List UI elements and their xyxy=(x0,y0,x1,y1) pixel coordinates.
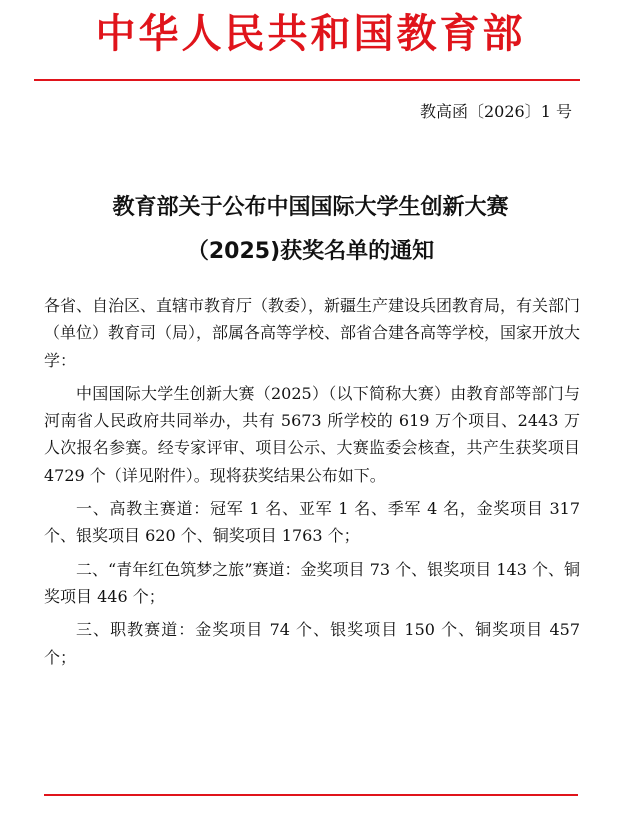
document-body xyxy=(44,292,580,677)
addressee: 各省、自治区、直辖市教育厅（教委），新疆生产建设兵团教育局，有关部门（单位）教育司（局），部属各高等学校、部省合建各高等学校，国家开放大学： xyxy=(44,296,581,370)
letterhead-title: 中华人民共和国教育部 xyxy=(95,11,526,57)
letterhead-red-rule xyxy=(34,79,580,81)
body-paragraph-track-3: 三、职教赛道：金奖项目 74 个、银奖项目 150 个、铜奖项目 457 个； xyxy=(44,620,580,667)
page-bottom-red-rule xyxy=(44,794,578,796)
body-paragraph-track-1: 一、高教主赛道：冠军 1 名、亚军 1 名、季军 4 名，金奖项目 317 个、银奖项目 620 个、铜奖项目 1763 个； xyxy=(44,499,580,546)
document-title-line-1: 教育部关于公布中国国际大学生创新大赛 xyxy=(112,195,509,220)
body-paragraph-intro: 中国国际大学生创新大赛（2025）（以下简称大赛）由教育部等部门与河南省人民政府共同举办，共有 5673 所学校的 619 万个项目、2443 万人次报名参赛。经专家评审、项目公示、大赛监委会核查，共产生获奖项目 4729 个（详见附件）。现将获奖结果公布如下。 xyxy=(44,383,580,485)
document-title-line-2: （2025)获奖名单的通知 xyxy=(186,239,435,264)
body-paragraph-track-2: 二、“青年红色筑梦之旅”赛道：金奖项目 73 个、银奖项目 143 个、铜奖项目 446 个； xyxy=(44,559,580,606)
document-number: 教高函〔2026〕1 号 xyxy=(420,102,572,121)
